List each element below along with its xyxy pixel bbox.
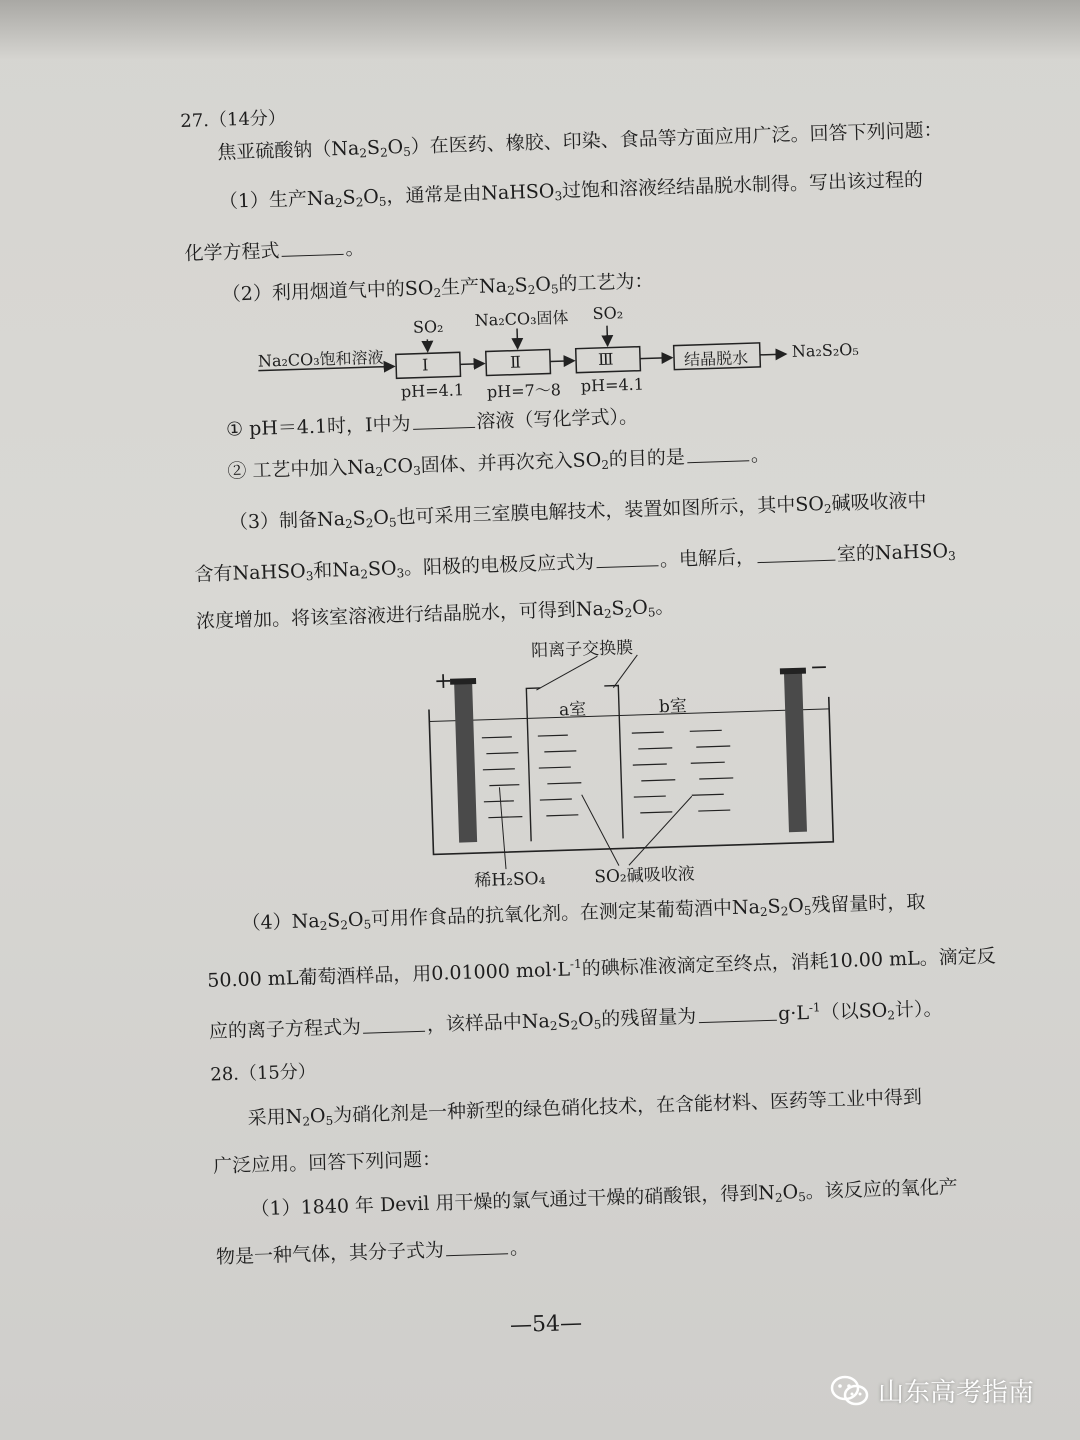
cathode-sign: − (809, 654, 829, 681)
answer-blank (413, 426, 475, 430)
q27-part1-line2: 化学方程式 。 (184, 237, 365, 265)
answer-blank (757, 559, 835, 563)
flow-box-2: Ⅱ (509, 352, 522, 372)
flow-ph-2: pH=7～8 (486, 380, 562, 402)
flow-input-3: SO₂ (592, 303, 624, 324)
flow-end-label: Na₂S₂O₅ (791, 339, 860, 361)
q28-intro-line2: 广泛应用。回答下列问题： (212, 1147, 442, 1178)
cell-drawing (417, 627, 845, 890)
flow-box-4: 结晶脱水 (683, 348, 749, 370)
process-flow-diagram (256, 295, 899, 411)
electrolysis-cell-diagram (417, 627, 845, 890)
flow-ph-1: pH=4.1 (400, 380, 465, 402)
room-a-label: a室 (558, 699, 587, 721)
flow-box-1: Ⅰ (421, 355, 429, 375)
flow-ph-3: pH=4.1 (580, 374, 645, 396)
exam-content (180, 85, 1016, 1269)
flow-start-label: Na₂CO₃饱和溶液 (257, 347, 384, 371)
page-number: —54— (509, 1310, 583, 1339)
wechat-watermark (830, 1372, 1034, 1409)
q27-part4-line2: 50.00 mL葡萄酒样品，用0.01000 $mol\cdot L^{-1}$的碘标准液滴定至终点，消耗10.00 mL。滴定反 (207, 945, 996, 992)
dilute-acid-label: 稀H₂SO₄ (474, 868, 546, 892)
absorbent-label: SO₂碱吸收液 (593, 864, 695, 888)
q27-part2: （2）利用烟道气中的$SO_2$生产$Na_2S_2O_5$的工艺为： (221, 270, 654, 306)
wechat-icon (830, 1374, 870, 1408)
membrane-label: 阳离子交换膜 (530, 638, 634, 662)
answer-blank (363, 1029, 425, 1033)
watermark-text: 山东高考指南 (878, 1378, 1035, 1408)
q28-part1-line2: 物是一种气体，其分子式为 。 (215, 1236, 530, 1269)
q27-part3-line3: 浓度增加。将该室溶液进行结晶脱水，可得到$Na_2S_2O_5$。 (195, 595, 675, 633)
answer-blank (687, 459, 749, 463)
answer-blank (698, 1018, 776, 1022)
q27-part4: $(4)Na_2S_2O_5$可用作食品的抗氧化剂。在测定某葡萄酒中$Na_2S_2O_5$残留量时，取 (241, 890, 926, 935)
q27-part3-line2: 含有NaHSO$_3$和$Na_2SO_3$。阳极的电极反应式为 。电解后， 室的NaHSO$_3$ (194, 540, 956, 586)
q27-part3: （3）制备$Na_2S_2O_5$也可采用三室膜电解技术，装置如图所示，其中$SO_2$碱吸收液中 (228, 489, 927, 534)
q27-sub2: ② 工艺中加入$Na_2CO_3$固体、并再次充入$SO_2$的目的是 。 (227, 443, 771, 483)
q27-part1: （1）生产$Na_2S_2O_5$，通常是由NaHSO$_3$过饱和溶液经结晶脱水制得。写出该过程的 (218, 168, 924, 213)
answer-blank (282, 253, 344, 257)
question-27-heading: 27.（14分） (180, 107, 287, 132)
flow-input-1: SO₂ (412, 316, 444, 337)
q27-part4-line3: 应的离子方程式为 ，该样品中$Na_2S_2O_5$的残留量为 $g\cdot L^{-1}$（以$SO_2$计）。 (208, 998, 943, 1044)
anode-sign: + (433, 668, 453, 695)
page-shadow (0, 0, 1080, 60)
question-28-heading: 28.（15分） (209, 1060, 317, 1086)
answer-blank (596, 564, 658, 568)
flow-box-3: Ⅲ (597, 349, 614, 369)
q27-intro: 焦亚硫酸钠$(Na_2S_2O_5)$在医药、橡胶、印染、食品等方面应用广泛。回答下列问题： (217, 119, 943, 164)
q28-intro: 采用$N_2O_5$为硝化剂是一种新型的绿色硝化技术，在含能材料、医药等工业中得到 (247, 1085, 923, 1130)
answer-blank (446, 1252, 508, 1256)
room-b-label: b室 (658, 696, 688, 718)
q27-sub1: ① pH＝4.1时，Ⅰ中为 溶液（写化学式）。 (225, 405, 639, 441)
flow-input-2: Na₂CO₃固体 (474, 307, 569, 330)
q28-part1: （1）1840 年 Devil 用干燥的氯气通过干燥的硝酸银，得到$N_2O_5$。该反应的氧化产 (250, 1175, 958, 1220)
